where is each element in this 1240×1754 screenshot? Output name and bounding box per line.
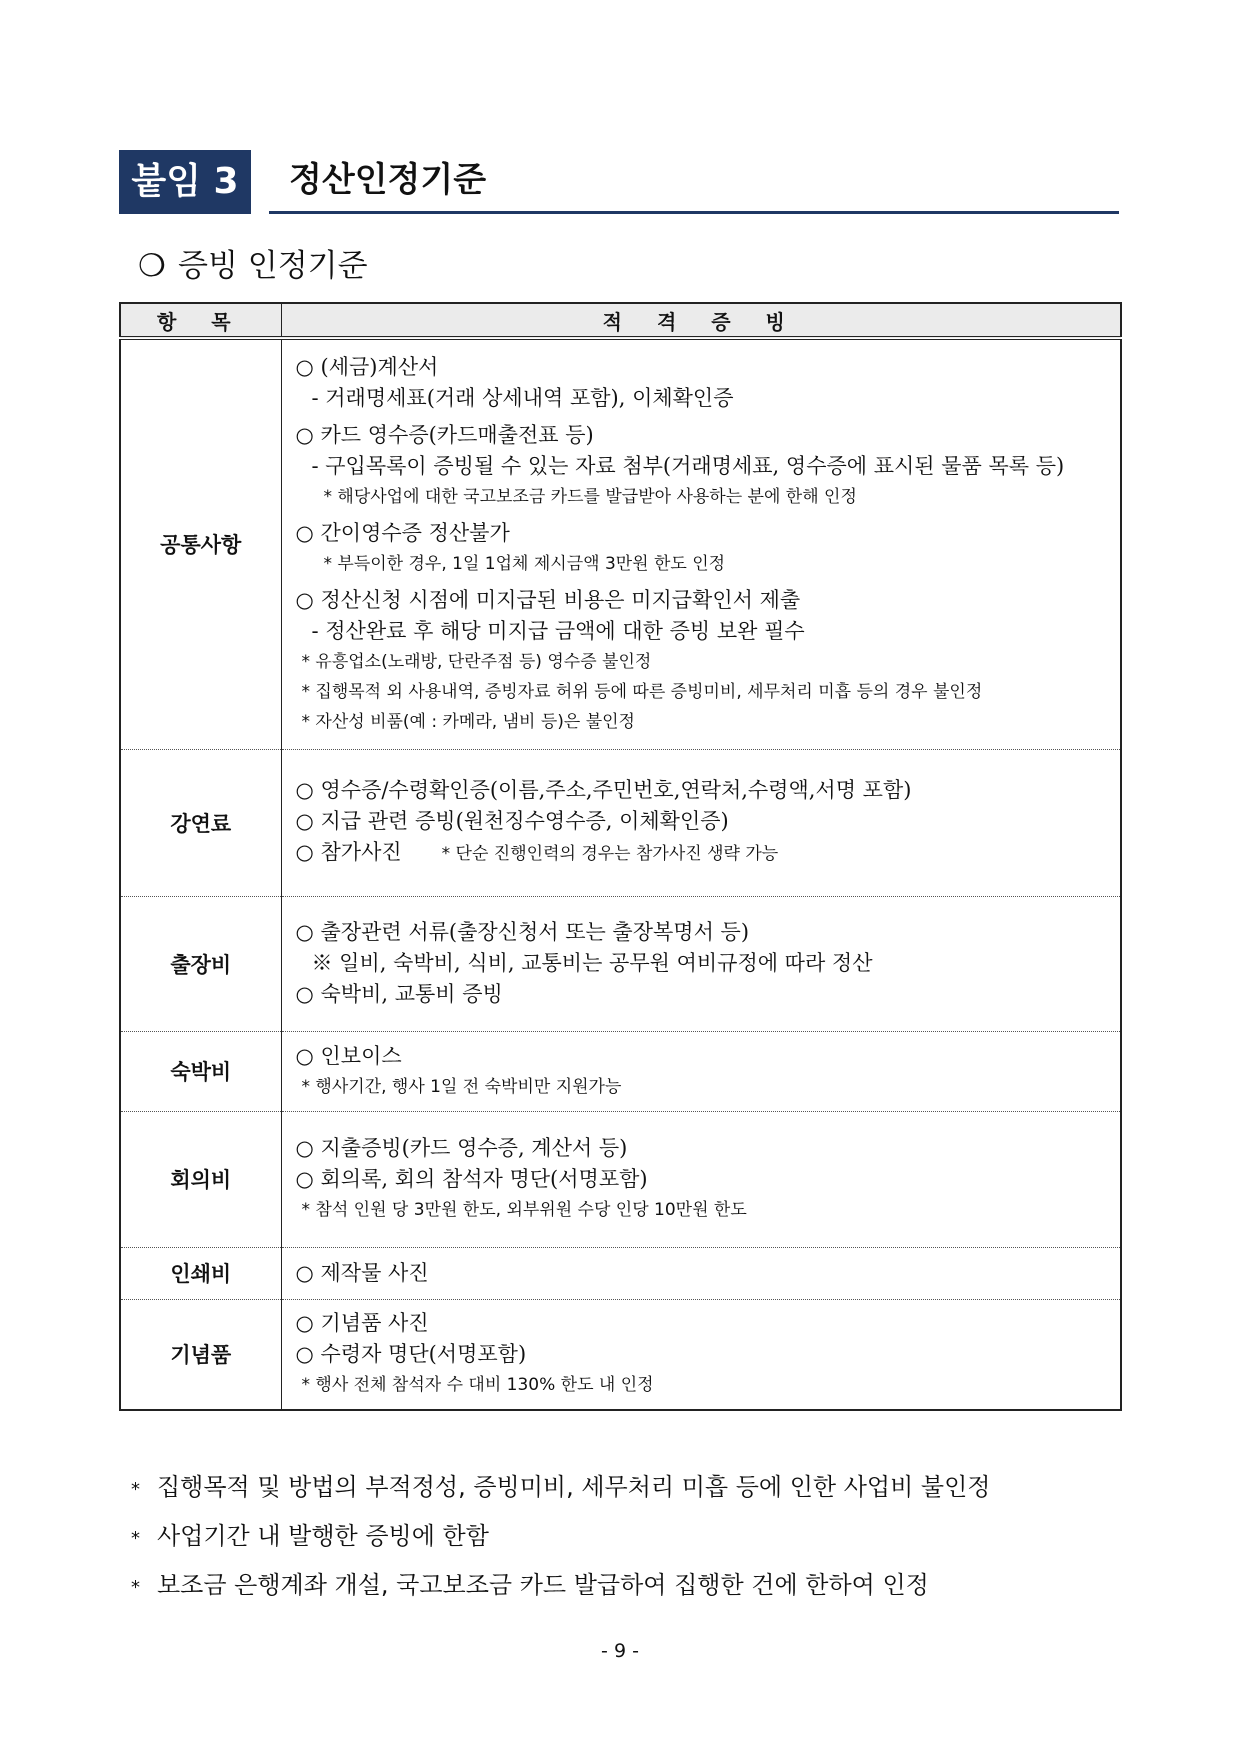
row-category: 강연료: [120, 749, 281, 896]
table-row: [120, 1299, 1121, 1410]
row-evidence: [281, 896, 1121, 1031]
list-item: ○ 간이영수증 정산불가: [295, 520, 510, 545]
note-item: * 자산성 비품(예 : 카메라, 냄비 등)은 불인정: [301, 711, 635, 732]
footnote: [131, 1562, 990, 1611]
list-item: ○ 수령자 명단(서명포함): [295, 1342, 527, 1367]
list-item: - 구입목록이 증빙될 수 있는 자료 첨부(거래명세표, 영수증에 표시된 물품 목록 등): [311, 453, 1065, 478]
row-category: 인쇄비: [120, 1247, 281, 1299]
note-item: * 유흥업소(노래방, 단란주점 등) 영수증 불인정: [301, 651, 652, 672]
row-evidence: [281, 1111, 1121, 1247]
list-item: - 정산완료 후 해당 미지급 금액에 대한 증빙 보완 필수: [311, 618, 805, 643]
table-row: [120, 896, 1121, 1031]
page-title: 정산인정기준: [289, 160, 487, 200]
list-item: ○ 회의록, 회의 참석자 명단(서명포함): [295, 1167, 648, 1191]
row-category: 출장비: [120, 896, 281, 1031]
note-item: * 참석 인원 당 3만원 한도, 외부위원 수당 인당 10만원 한도: [301, 1200, 747, 1220]
title-underline: [269, 211, 1119, 214]
list-item: ○ 카드 영수증(카드매출전표 등): [295, 422, 594, 447]
evidence-criteria-table: [119, 302, 1122, 1411]
row-category: 회의비: [120, 1111, 281, 1247]
table-row: [120, 1031, 1121, 1111]
attachment-header: [119, 150, 1119, 214]
footnote: [131, 1464, 990, 1513]
table-row: [120, 749, 1121, 896]
list-item: ○ 숙박비, 교통비 증빙: [295, 982, 503, 1006]
circle-bullet-icon: ❍: [138, 248, 166, 284]
list-item-text: ○ 참가사진: [295, 840, 402, 864]
reference-note: ※ 일비, 숙박비, 식비, 교통비는 공무원 여비규정에 따라 정산: [311, 951, 873, 975]
list-item: ○ 영수증/수령확인증(이름,주소,주민번호,연락처,수령액,서명 포함): [295, 778, 912, 802]
row-evidence: [281, 749, 1121, 896]
page-number: - 9 -: [601, 1640, 639, 1662]
list-item: ○ 지급 관련 증빙(원천징수영수증, 이체확인증): [295, 809, 729, 833]
list-item: ○ 인보이스: [295, 1043, 402, 1068]
row-category: 기념품: [120, 1299, 281, 1410]
asterisk-icon: *: [131, 1577, 140, 1598]
table-row: [120, 338, 1121, 749]
row-evidence: [281, 1299, 1121, 1410]
list-item: ○ (세금)계산서: [295, 354, 439, 379]
row-evidence: [281, 338, 1121, 749]
list-item: ○ 출장관련 서류(출장신청서 또는 출장복명서 등): [295, 920, 750, 944]
attachment-badge: 붙임 3: [119, 150, 251, 214]
table-row: [120, 1111, 1121, 1247]
header-evidence: 적 격 증 빙: [281, 303, 1121, 338]
note-item: * 행사 전체 참석자 수 대비 130% 한도 내 인정: [301, 1375, 654, 1396]
list-item: [296, 837, 1121, 870]
section-title: 증빙 인정기준: [178, 248, 368, 284]
section-heading: [138, 244, 368, 288]
footnotes: [131, 1464, 990, 1611]
list-item: - 거래명세표(거래 상세내역 포함), 이체확인증: [311, 385, 734, 410]
asterisk-icon: *: [131, 1479, 140, 1500]
header-item: 항 목: [120, 303, 281, 338]
row-evidence: [281, 1031, 1121, 1111]
note-item: * 행사기간, 행사 1일 전 숙박비만 지원가능: [301, 1076, 622, 1097]
note-item: * 부득이한 경우, 1일 1업체 제시금액 3만원 한도 인정: [323, 553, 726, 574]
note-item: * 집행목적 외 사용내역, 증빙자료 허위 등에 따른 증빙미비, 세무처리 미흡 등의 경우 불인정: [301, 681, 983, 702]
list-item: ○ 지출증빙(카드 영수증, 계산서 등): [295, 1136, 628, 1160]
footnote-text: 보조금 은행계좌 개설, 국고보조금 카드 발급하여 집행한 건에 한하여 인정: [157, 1571, 929, 1599]
row-category: 숙박비: [120, 1031, 281, 1111]
footnote: [131, 1513, 990, 1562]
inline-note: * 단순 진행인력의 경우는 참가사진 생략 가능: [441, 844, 779, 864]
row-evidence: [281, 1247, 1121, 1299]
list-item: ○ 기념품 사진: [295, 1311, 429, 1336]
list-item: ○ 정산신청 시점에 미지급된 비용은 미지급확인서 제출: [295, 587, 801, 612]
asterisk-icon: *: [131, 1528, 140, 1549]
note-item: * 해당사업에 대한 국고보조금 카드를 발급받아 사용하는 분에 한해 인정: [323, 486, 857, 507]
list-item: ○ 제작물 사진: [295, 1260, 429, 1285]
footnote-text: 사업기간 내 발행한 증빙에 한함: [157, 1522, 489, 1550]
table-row: [120, 1247, 1121, 1299]
table-header-row: [120, 303, 1121, 338]
footnote-text: 집행목적 및 방법의 부적정성, 증빙미비, 세무처리 미흡 등에 인한 사업비 불인정: [157, 1473, 991, 1501]
row-category: 공통사항: [120, 338, 281, 749]
